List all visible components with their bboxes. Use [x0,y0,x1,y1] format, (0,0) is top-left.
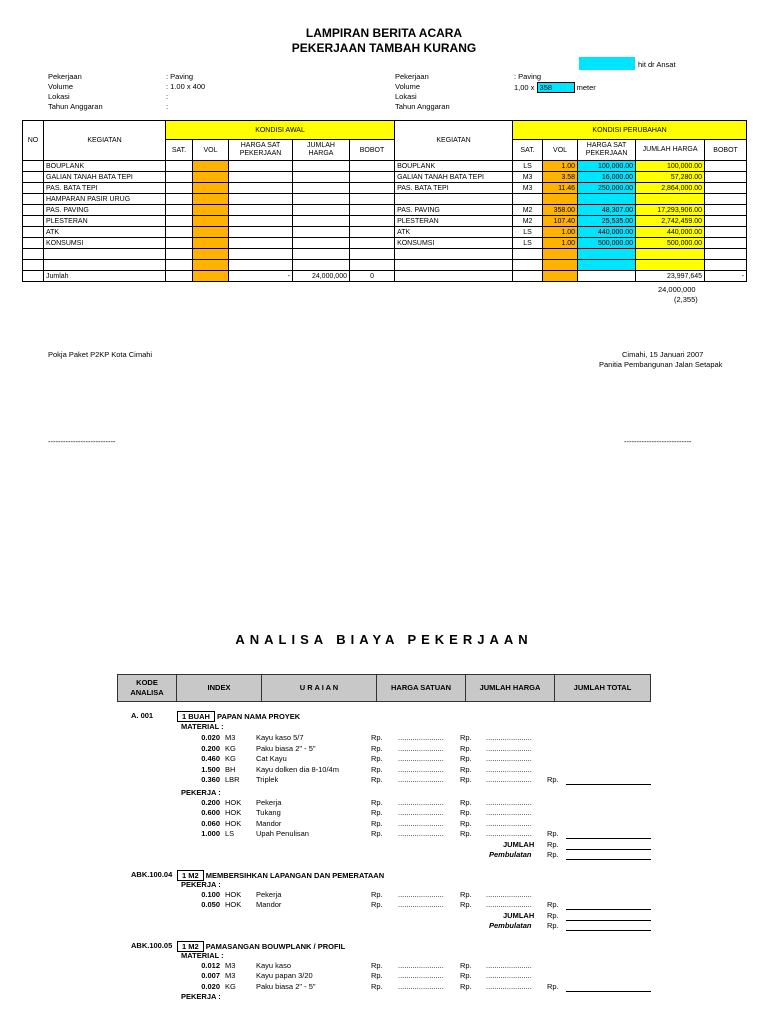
item-index: 0.600 [201,808,220,817]
th-kondisi-awal: KONDISI AWAL [166,121,395,140]
item-desc: Paku biasa 2" - 5" [256,743,316,753]
total-rab: 24,000,000 [658,285,696,294]
total-dots: ...................... [486,960,532,970]
total-dots: ...................... [486,764,532,774]
left-info-labels: Pekerjaan Volume Lokasi Tahun Anggaran [48,72,103,111]
rp-label: Rp. [371,829,383,838]
right-info-values: : Paving 1,00 x 358 meter [514,72,596,92]
sign-date: Cimahi, 15 Januari 2007 [622,350,704,359]
item-index: 0.460 [201,754,220,763]
price-dots: ...................... [398,797,444,807]
section-label: PEKERJA : [181,879,221,889]
item-unit: KG [225,743,236,753]
item-desc: Tukang [256,808,281,817]
item-desc: Paku biasa 2" - 5" [256,981,316,991]
analisa-code: ABK.100.05 [131,940,173,950]
th-kegiatan-2: KEGIATAN [395,121,513,161]
item-desc: Mandor [256,900,282,909]
price-dots: ...................... [398,733,444,742]
item-desc: Triplek [256,775,279,784]
rp-label: Rp. [371,900,383,909]
item-unit: LBR [225,775,240,784]
analisa-unit: 1 M2 PAMASANGAN BOUWPLANK / PROFIL [177,941,345,951]
rp-label: Rp. [371,981,383,991]
rp-label: Rp. [371,797,383,807]
total-dots: ...................... [486,829,532,838]
rp-label: Rp. [371,889,383,899]
rp-label: Rp. [547,921,559,930]
pembulatan-label: Pembulatan [489,850,532,859]
left-info-values: : Paving : 1.00 x 400 : : [166,72,206,111]
analisa-title: ANALISA BIAYA PEKERJAAN [235,632,533,647]
item-unit: HOK [225,797,242,807]
rp-label: Rp. [547,981,559,991]
cyan-note-box [579,57,635,70]
rp-label: Rp. [371,764,383,774]
total-dots: ...................... [486,971,532,980]
rp-label: Rp. [460,900,472,909]
rp-label: Rp. [547,900,559,909]
jumlah-label: JUMLAH [503,910,535,920]
item-desc: Pekerja [256,797,282,807]
th-kegiatan: KEGIATAN [44,121,166,161]
rp-label: Rp. [371,754,383,763]
item-index: 0.100 [201,889,220,899]
rp-label: Rp. [547,910,559,920]
rp-label: Rp. [460,960,472,970]
right-info-labels: Pekerjaan Volume Lokasi Tahun Anggaran [395,72,450,111]
total-dots: ...................... [486,797,532,807]
rp-label: Rp. [371,743,383,753]
section-label: PEKERJA : [181,787,221,797]
table-row: PAS. PAVING PAS. PAVING M2 358.00 48,307.00 17,293,906.00 [23,205,747,216]
rp-label: Rp. [371,775,383,784]
price-dots: ...................... [398,818,444,828]
item-index: 1.000 [201,829,220,838]
table-row: PLESTERAN PLESTERAN M2 107.40 25,535.00 2,742,459.00 [23,216,747,227]
rp-label: Rp. [371,808,383,817]
rp-label: Rp. [460,808,472,817]
item-index: 1.500 [201,764,220,774]
price-dots: ...................... [398,764,444,774]
total-line [566,838,651,839]
item-desc: Kayu papan 3/20 [256,971,313,980]
doc-subtitle: PEKERJAAN TAMBAH KURANG [291,41,477,55]
rp-label: Rp. [371,818,383,828]
analisa-code: ABK.100.04 [131,869,173,879]
total-dots: ...................... [486,889,532,899]
jumlah-line [566,920,651,921]
rp-label: Rp. [547,829,559,838]
item-unit: KG [225,754,236,763]
table-row: PAS. BATA TEPI PAS. BATA TEPI M3 11.46 250,000.00 2,864,000.00 [23,183,747,194]
sign-line-left: --------------------------- [48,437,116,446]
price-dots: ...................... [398,775,444,784]
item-unit: BH [225,764,236,774]
total-dots: ...................... [486,754,532,763]
total-dots: ...................... [486,775,532,784]
rp-label: Rp. [371,733,383,742]
table-row: ATK ATK LS 1.00 440,000.00 440,000.00 [23,227,747,238]
rp-label: Rp. [547,839,559,849]
pembulatan-line [566,930,651,931]
table-row [23,249,747,260]
item-unit: KG [225,981,236,991]
item-unit: M3 [225,960,236,970]
total-dots: ...................... [486,808,532,817]
item-desc: Mandor [256,818,282,828]
item-desc: Kayu kaso [256,960,292,970]
volume-box: 358 [537,82,575,93]
section-label: PEKERJA : [181,992,221,1001]
item-index: 0.007 [201,971,220,980]
section-label: MATERIAL : [181,950,224,960]
table-row: KONSUMSI KONSUMSI LS 1.00 500,000.00 500,000.00 [23,238,747,249]
item-index: 0.200 [201,797,220,807]
price-dots: ...................... [398,743,444,753]
analisa-unit: 1 M2 MEMBERSIHKAN LAPANGAN DAN PEMERATAAN [177,870,384,880]
doc-title: LAMPIRAN BERITA ACARA [305,26,463,40]
price-dots: ...................... [398,981,444,991]
price-dots: ...................... [398,754,444,763]
analisa-unit: 1 BUAH PAPAN NAMA PROYEK [177,711,300,721]
item-unit: M3 [225,971,236,980]
rp-label: Rp. [460,829,472,838]
price-dots: ...................... [398,960,444,970]
rp-label: Rp. [460,754,472,763]
th-no: NO [23,121,44,161]
item-index: 0.060 [201,818,220,828]
rp-label: Rp. [460,764,472,774]
total-dots: ...................... [486,981,532,991]
item-unit: HOK [225,889,242,899]
price-dots: ...................... [398,829,444,838]
analisa-code: A. 001 [131,711,154,720]
table-row: BOUPLANK BOUPLANK LS 1.00 100,000.00 100,000.00 [23,161,747,172]
rp-label: Rp. [460,981,472,991]
total-line [566,909,651,910]
total-dots: ...................... [486,733,532,742]
sign-right: Panitia Pembangunan Jalan Setapak [599,360,723,369]
price-dots: ...................... [398,889,444,899]
pembulatan-line [566,859,651,860]
section-label: MATERIAL : [181,722,224,731]
item-index: 0.200 [201,743,220,753]
price-dots: ...................... [398,971,444,980]
item-unit: HOK [225,900,242,909]
rp-label: Rp. [460,743,472,753]
total-line [566,991,651,992]
rp-label: Rp. [547,850,559,859]
rp-label: Rp. [371,971,383,980]
table-row: GALIAN TANAH BATA TEPI GALIAN TANAH BATA TEPI M3 3.58 16,000.00 57,280.00 [23,172,747,183]
item-desc: Kayu dolken dia 8-10/4m [256,764,339,774]
total-dots: ...................... [486,900,532,909]
th-kondisi-perubahan: KONDISI PERUBAHAN [513,121,747,140]
price-dots: ...................... [398,808,444,817]
table-row: HAMPARAN PASIR URUG [23,194,747,205]
item-unit: M3 [225,733,236,742]
note-text: hit dr Ansat [638,60,676,69]
table-row [23,260,747,271]
item-index: 0.012 [201,960,220,970]
jumlah-label: JUMLAH [503,839,535,849]
item-desc: Pekerja [256,889,282,899]
rp-label: Rp. [547,775,559,784]
rp-label: Rp. [460,889,472,899]
analisa-header: KODE ANALISA INDEX U R A I A N HARGA SATUAN JUMLAH HARGA JUMLAH TOTAL [117,674,651,702]
rp-label: Rp. [460,797,472,807]
jumlah-line [566,849,651,850]
rp-label: Rp. [460,775,472,784]
total-dots: ...................... [486,818,532,828]
item-desc: Upah Penulisan [256,829,309,838]
sign-line-right: --------------------------- [624,437,692,446]
item-desc: Kayu kaso 5/7 [256,733,304,742]
kondisi-table: NO KEGIATAN KONDISI AWAL KEGIATAN KONDISI PERUBAHAN SAT. VOL HARGA SAT PEKERJAAN JUMLAH HARGA BOBOT SAT. VOL HARGA SAT PEKERJAAN JUMLAH HARGA BOBOT BOUPLANK BOUPLANK LS 1.00 100,000.00 100,000.00 GALIAN TANAH BATA TEPI GALIAN TANAH BATA TEPI M3 3.58 16,000.00 57,280.00 PAS. BATA TEPI PAS. BATA TEPI M3 11.46 250,000.00 2,864,000.00 HAMPARAN PASIR URUG PAS. PAVING PAS. PAVING M2 358.00 48,307.00 17,293,906.00 PLESTERAN PLESTERAN M2 107.40 25,535.00 2,742,459.00 ATK ATK LS 1.00 440,000.00 440,000.00 KONSUMSI KONSUMSI LS 1.00 500,000.00 500,000.00 Jumlah - 24,000,000 0 23,997,645 - [22,120,747,282]
jumlah-label: Jumlah [44,271,166,282]
sign-left: Pokja Paket P2KP Kota Cimahi [48,350,153,359]
item-index: 0.050 [201,900,220,909]
item-unit: HOK [225,818,242,828]
rp-label: Rp. [460,971,472,980]
item-desc: Cat Kayu [256,754,287,763]
item-index: 0.360 [201,775,220,784]
price-dots: ...................... [398,900,444,909]
item-unit: LS [225,829,235,838]
item-index: 0.020 [201,981,220,991]
item-index: 0.020 [201,733,220,742]
pembulatan-label: Pembulatan [489,921,532,930]
total-dots: ...................... [486,743,532,753]
item-unit: HOK [225,808,242,817]
rp-label: Rp. [460,818,472,828]
selisih: (2,355) [674,295,698,304]
total-line [566,784,651,785]
rp-label: Rp. [371,960,383,970]
rp-label: Rp. [460,733,472,742]
